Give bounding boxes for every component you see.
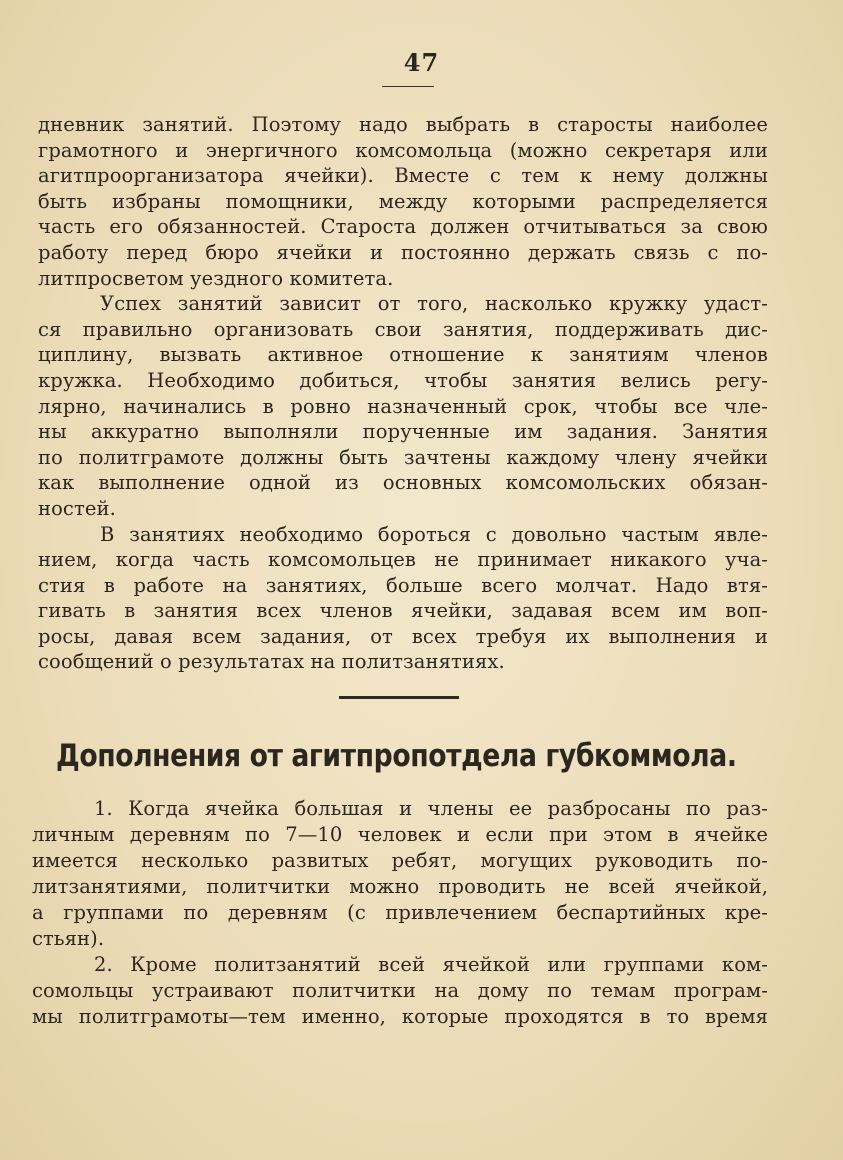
page-number-rule — [382, 86, 434, 87]
text-line: имеется несколько развитых ребят, могущих руководить по- — [32, 849, 768, 872]
text-line: сообщений о результатах на политзанятиях. — [38, 650, 505, 674]
text-line: часть его обязанностей. Староста должен отчитываться за свою — [38, 215, 768, 239]
text-line: грамотного и энергичного комсомольца (можно секретаря или — [38, 138, 768, 162]
text-line: циплину, вызвать активное отношение к занятиям членов — [38, 343, 768, 367]
text-line: ся правильно организовать свои занятия, поддерживать дис- — [38, 317, 768, 341]
paragraph — [38, 291, 768, 521]
text-line: работу перед бюро ячейки и постоянно держать связь с по- — [38, 240, 768, 264]
paragraph — [32, 796, 768, 952]
text-line: ностей. — [38, 496, 116, 520]
text-line: Успех занятий зависит от того, насколько кружку удаст- — [100, 292, 768, 316]
body-text — [38, 112, 768, 675]
paragraph — [38, 522, 768, 676]
section-text — [32, 796, 768, 1030]
text-line: сомольцы устраивают политчитки на дому по темам програм- — [32, 979, 768, 1002]
text-line: росы, давая всем задания, от всех требуя их выполнения и — [38, 624, 768, 648]
text-line: кружка. Необходимо добиться, чтобы занятия велись регу- — [38, 368, 768, 392]
text-line: нием, когда часть комсомольцев не принимает никакого уча- — [38, 548, 768, 572]
text-line: В занятиях необходимо бороться с довольно частым явле- — [100, 522, 768, 546]
text-line: по политграмоте должны быть зачтены каждому члену ячейки — [38, 445, 768, 469]
text-line: литпросветом уездного комитета. — [38, 266, 394, 290]
text-line: а группами по деревням (с привлечением беспартийных кре- — [32, 901, 768, 924]
page-number: 47 — [403, 48, 440, 77]
paragraph — [38, 112, 768, 291]
section-separator — [339, 696, 459, 699]
text-line: 1. Когда ячейка большая и члены ее разбросаны по раз- — [94, 797, 768, 820]
section-heading: Дополнения от агитпропотдела губкоммола. — [56, 738, 737, 774]
text-line: 2. Кроме политзанятий всей ячейкой или группами ком- — [94, 953, 768, 976]
text-line: стьян). — [32, 927, 105, 950]
text-line: дневник занятий. Поэтому надо выбрать в старосты наиболее — [38, 113, 768, 136]
text-line: ны аккуратно выполняли порученные им задания. Занятия — [38, 420, 768, 444]
text-line: стия в работе на занятиях, больше всего молчат. Надо втя- — [38, 573, 768, 597]
text-line: быть избраны помощники, между которыми распределяется — [38, 189, 768, 213]
text-line: агитпроорганизатора ячейки). Вместе с тем к нему должны — [38, 164, 768, 188]
text-line: литзанятиями, политчитки можно проводить не всей ячейкой, — [32, 875, 768, 898]
paragraph — [32, 952, 768, 1030]
text-line: личным деревням по 7—10 человек и если при этом в ячейке — [32, 823, 768, 846]
text-line: как выполнение одной из основных комсомольских обязан- — [38, 471, 768, 495]
text-line: гивать в занятия всех членов ячейки, задавая всем им воп- — [38, 599, 768, 623]
text-line: лярно, начинались в ровно назначенный срок, чтобы все чле- — [38, 394, 768, 418]
text-line: мы политграмоты—тем именно, которые проходятся в то время — [32, 1005, 768, 1028]
